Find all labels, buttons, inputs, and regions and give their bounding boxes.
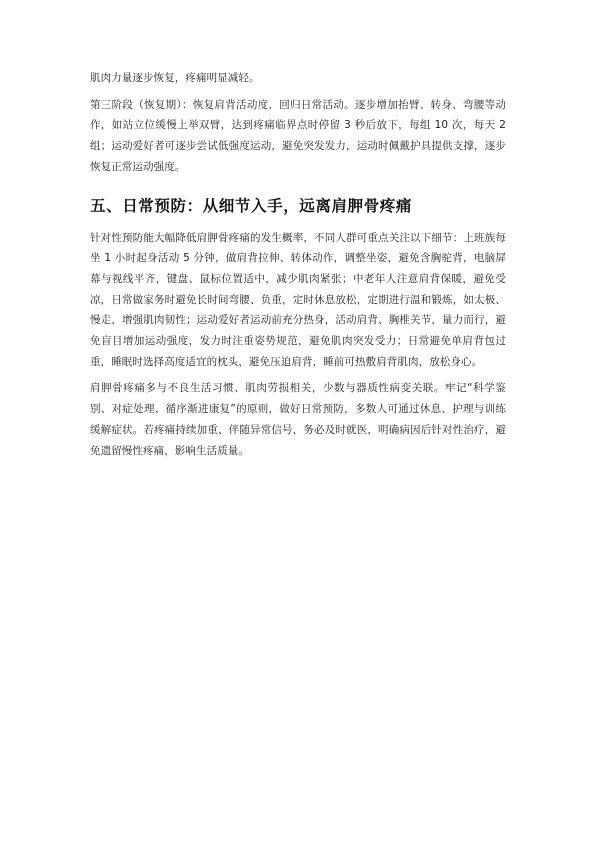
paragraph-prevention-details: 针对性预防能大幅降低肩胛骨疼痛的发生概率，不同人群可重点关注以下细节：上班族每坐 1 小时起身活动 5 分钟，做肩背拉伸、转体动作，调整坐姿，避免含胸驼背，电脑屏幕与视线平齐，键盘、鼠标位置适中，减少肌肉紧张；中老年人注意肩背保暖，避免受凉，日常做家务时避免长时间弯腰、负重，定时休息放松，定期进行温和锻炼，如太极、慢走，增强肌肉韧性；运动爱好者运动前充分热身，活动肩背、胸椎关节，量力而行，避免盲目增加运动强度，发力时注重姿势规范，避免肌肉突发受力；日常避免单肩背包过重，睡眠时选择高度适宜的枕头，避免压迫肩背，睡前可热敷肩背肌肉，放松身心。 [90,231,506,368]
section-heading-daily-prevention: 五、日常预防：从细节入手，远离肩胛骨疼痛 [90,196,413,215]
document-body [90,68,506,461]
paragraph-recovery-note: 肌肉力量逐步恢复，疼痛明显减轻。 [90,72,260,84]
paragraph-stage-three: 第三阶段（恢复期）：恢复肩背活动度，回归日常活动。逐步增加抬臂、转身、弯腰等动作，如站立位缓慢上举双臂，达到疼痛临界点时停留 3 秒后放下，每组 10 次，每天 2 组；运动爱好者可逐步尝试低强度运动，避免突发发力，运动时佩戴护具提供支撑，逐步恢复正常运动强度。 [90,98,506,173]
paragraph-conclusion: 肩胛骨疼痛多与不良生活习惯、肌肉劳损相关，少数与器质性病变关联。牢记“科学鉴别、对症处理、循序渐进康复”的原则，做好日常预防，多数人可通过休息、护理与训练缓解症状。若疼痛持续加重、伴随异常信号，务必及时就医，明确病因后针对性治疗，避免遗留慢性疼痛，影响生活质量。 [90,382,506,457]
